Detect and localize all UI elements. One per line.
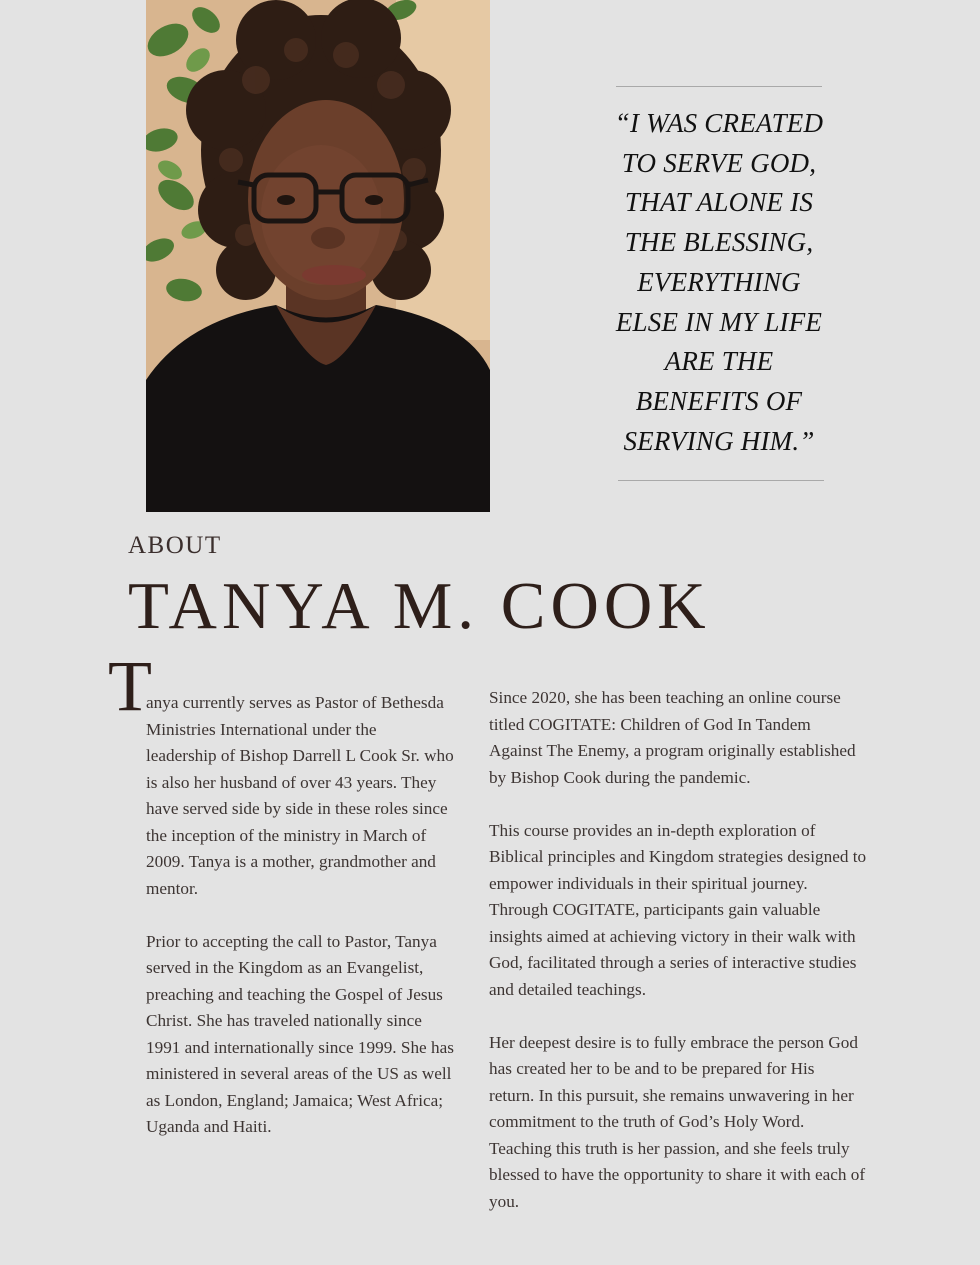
text-line: leadership of Bishop Darrell L Cook Sr. who (146, 746, 454, 765)
text-line: by Bishop Cook during the pandemic. (489, 767, 751, 787)
text-line: This course provides an in-depth exploration of (489, 820, 816, 840)
text-line: and detailed teachings. (489, 979, 647, 999)
text-line: Christ. She has traveled nationally since (146, 1011, 422, 1030)
quote-line: TO SERVE GOD, (621, 147, 817, 178)
text-line: Prior to accepting the call to Pastor, Tanya (146, 931, 437, 951)
text-line: return. In this pursuit, she remains unwavering in her (489, 1085, 854, 1105)
quote-line: THAT ALONE IS (624, 187, 814, 218)
text-line: 2009. Tanya is a mother, grandmother and (146, 852, 436, 871)
text-line: you. (489, 1191, 520, 1211)
text-line: Uganda and Haiti. (146, 1117, 272, 1136)
section-label: ABOUT (128, 532, 222, 559)
text-line: blessed to have the opportunity to share it with each of (489, 1165, 866, 1184)
text-line: has created her to be and to be prepared for His (489, 1059, 815, 1078)
text-line: preaching and teaching the Gospel of Jesus (146, 984, 443, 1004)
page-title: TANYA M. COOK (128, 569, 711, 643)
text-line: insights aimed at achieving victory in their walk with (489, 926, 856, 946)
left-column (146, 690, 486, 1141)
quote-line: “I WAS CREATED (614, 108, 824, 138)
text-line: as London, England; Jamaica; West Africa; (146, 1090, 444, 1110)
drop-cap: T (108, 646, 152, 726)
pull-quote (600, 104, 838, 461)
quote-line: BENEFITS OF (635, 385, 803, 416)
text-line: Biblical principles and Kingdom strategies designed to (489, 847, 867, 866)
text-line: Through COGITATE, participants gain valuable (489, 900, 821, 919)
text-line: Against The Enemy, a program originally established (489, 741, 856, 760)
text-line: Her deepest desire is to fully embrace the person God (489, 1032, 858, 1052)
paragraph (489, 818, 919, 1004)
quote-line: THE BLESSING, (624, 227, 814, 258)
paragraph (489, 685, 919, 791)
text-line: served in the Kingdom as an Evangelist, (146, 958, 424, 977)
quote-line: ELSE IN MY LIFE (615, 306, 823, 337)
quote-bottom-rule (618, 480, 824, 481)
text-line: titled COGITATE: Children of God In Tandem (489, 714, 811, 734)
text-line: ministered in several areas of the US as well (146, 1064, 452, 1083)
text-line: Ministries International under the (146, 719, 377, 739)
text-line: is also her husband of over 43 years. They (146, 772, 437, 792)
text-line: anya currently serves as Pastor of Bethesda (146, 693, 444, 712)
paragraph (146, 929, 486, 1141)
quote-line: SERVING HIM.” (623, 425, 815, 456)
text-line: God, facilitated through a series of interactive studies (489, 953, 857, 972)
paragraph (489, 1030, 919, 1216)
text-line: mentor. (146, 878, 199, 898)
quote-line: ARE THE (664, 346, 774, 377)
text-line: Since 2020, she has been teaching an online course (489, 688, 841, 707)
right-column (489, 685, 919, 1215)
text-line: the inception of the ministry in March of (146, 825, 427, 845)
paragraph (146, 690, 486, 902)
text-line: have served side by side in these roles since (146, 799, 448, 818)
quote-line: EVERYTHING (637, 266, 801, 297)
text-line: empower individuals in their spiritual journey. (489, 873, 808, 893)
text-line: commitment to the truth of God’s Holy Word. (489, 1112, 805, 1131)
quote-top-rule (616, 86, 822, 87)
text-line: 1991 and internationally since 1999. She has (146, 1037, 454, 1057)
text-line: Teaching this truth is her passion, and she feels truly (489, 1138, 850, 1158)
portrait-photo (146, 0, 490, 512)
